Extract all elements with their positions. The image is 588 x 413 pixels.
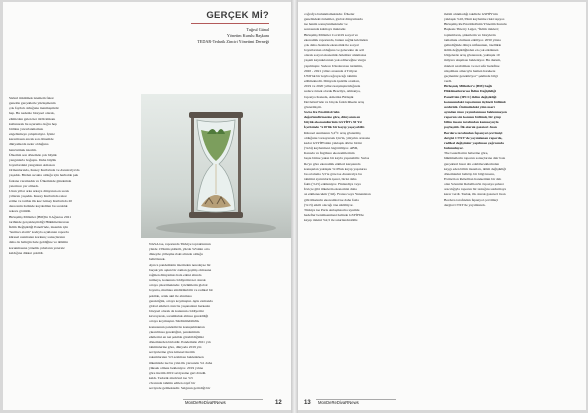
- text-line: belirtilerek.: [149, 257, 166, 262]
- text-line: bu ortalama 3,5'te göre ise Avustralya bu: [304, 171, 362, 176]
- text-line: rakamlarının %3 azalması beklenirken: [149, 355, 204, 360]
- text-line: Ormanlarında, Kuzey Kutbu'nda ve Avustralya'da: [9, 168, 80, 173]
- text-line: dönemlerden birisidir. Pandemide 2021 yılı: [149, 339, 211, 344]
- text-line: rekoru görüldü.: [9, 209, 32, 214]
- text-line: "kırmızı alarm" kodıyla açıklanan raporda: [9, 230, 69, 235]
- text-line: bölgelerde artış göstererek, yaklaşık 10: [444, 53, 500, 58]
- text-line: Devletleri'nde ve birçok farklı ülkede artış: [304, 99, 365, 104]
- text-line: Başkanı Thierry Léger, "İklim riskleri;: [444, 27, 499, 32]
- text-line: ortaya koymuştur. Sürdürülebilirlik: [149, 319, 200, 324]
- text-line: yangınlarla boğuştu. Daha büyük: [9, 157, 57, 162]
- text-line: dönemlerini belirtip bir bilgi insanı,: [444, 171, 495, 176]
- text-line: (%13) etkili olacağı öne sürülüyor.: [304, 202, 354, 207]
- text-line: kararmasın ancak son dönemde: [9, 137, 54, 142]
- text-line: dergisi CTXT'de yayımlanan raporda,: [444, 135, 503, 140]
- text-line: beşte birine yakın bir kaybı yaşanabilir. Swiss: [304, 156, 370, 161]
- text-line: İklim Değişikliği Paneli'nde, insanlık için: [9, 224, 69, 229]
- magazine-name: MonDeReDivaRNews: [318, 400, 359, 405]
- text-line: Swiss Re Enstitüsü'nün: [304, 109, 340, 114]
- title-underline: [191, 23, 269, 24]
- left-page: [3, 2, 291, 410]
- text-line: yüksek olması bekleniyor. 2019 yılına: [149, 365, 204, 370]
- text-line: Ayrıca pandeminin üzerinden neredeyse bir: [149, 262, 211, 267]
- text-line: göre üretim 2019 seviyesine geri döndü.: [149, 370, 207, 375]
- text-line: birlikte yuvarlanmamızı: [9, 126, 44, 131]
- left-column-2: [149, 242, 285, 392]
- page-number: 13: [304, 400, 311, 406]
- author-name: Tuğrul Günal: [246, 27, 269, 32]
- text-line: faklı (%15) etkileniyor. Finlandiya veya: [304, 182, 361, 187]
- text-line: sızdırıldı. Önümüzdeki yılın mart: [444, 104, 495, 109]
- text-line: Bordera tarafından İspanyol çevrimiçi: [444, 130, 503, 135]
- text-line: elimizden gelen her türlü imkanı: [9, 116, 56, 121]
- text-line: Bordera tarafından İspanyol çevrimiçi: [444, 197, 499, 202]
- text-line: gerçekleri hasır altı edebileceklerinden: [444, 161, 500, 166]
- text-line: gelindiğinde dünya nüfusunun, özellikle: [444, 42, 502, 47]
- author-role: Yönetim Kurulu Başkanı: [226, 33, 269, 38]
- text-line: hedefler benimsenmesi halinde GSYİH'de: [304, 213, 364, 218]
- text-line: boyutlardaki yangınları Amazon: [9, 163, 55, 168]
- text-line: Paneli'nin (IPCC) iklim değişikliği: [444, 94, 497, 99]
- text-line: Japonya Kanada, Amerika Birleşik: [304, 94, 354, 99]
- text-line: Kanada ve İngiltere ekonomilerinin: [304, 151, 355, 156]
- text-line: Birleşmiş Milletler Covid19 sosyal ve: [304, 32, 358, 37]
- text-line: boyutlarının olduğuna ve gelecekte de acil: [304, 48, 365, 53]
- text-line: kaygı eden bilim insanları, iklim değişikliği: [444, 166, 507, 171]
- text-line: kavrayarak, sorumluluk alması gerekliliği: [149, 314, 209, 319]
- right-column-1: [304, 12, 436, 223]
- text-line: engellemeye çalışmalıyız. İçiniz: [9, 132, 55, 137]
- text-line: (%24) kaybetmesi öngörülüyor. ABD,: [304, 146, 359, 151]
- text-line: erime ve tarihte ilk kez Güney Kutbu'nda 20: [9, 199, 72, 204]
- text-line: hükümetlerin raporun sonuçlarına dair bazı: [444, 156, 506, 161]
- hourglass-image: [141, 94, 291, 238]
- text-line: kayıp riskini %2,5 ile sınırlandırabilir.: [304, 218, 359, 223]
- text-line: bireysel olarak da konunun ciddiyetini: [149, 309, 204, 314]
- text-line: Birleşmiş Re Enstitüsü'nün Yönetim Kurulu: [444, 22, 507, 27]
- text-line: farkına varamadık ve Ülkemizde gündemde: [9, 178, 72, 183]
- text-line: ulaşılması amacıyla hemen harekete: [444, 68, 496, 73]
- text-line: yaklaşık %10,3'ünü kaybetme riski taşıyor.: [444, 17, 505, 22]
- text-line: ekonomik raporunda, bunun sağlık krizinden: [304, 37, 368, 42]
- text-line: The Guardian'ın haberine göre,: [444, 151, 489, 156]
- text-line: radikal değişimler yapılması çağrısında: [444, 140, 504, 145]
- text-line: tahmini ayrıntılarla işaret, birisi daha: [304, 177, 357, 181]
- text-line: ülkemizde ise bu yılın ilk yarısında %1 daha: [149, 360, 213, 365]
- text-line: gibi ülkelerin ekonomisi ise daha fazla: [304, 197, 359, 202]
- text-line: 2019 ve 2020 yılları karşılaştırıldığında: [304, 84, 361, 89]
- text-line: tarihinde gerçekleştirdiği Hükümetlerarası: [9, 219, 70, 224]
- text-line: çok daha ötesinde ekonomik ile sosyal: [304, 42, 359, 47]
- right-column-2: [444, 12, 578, 208]
- text-line: civarında tahmin edilen zayıf bir: [149, 381, 196, 386]
- text-line: kadar GSYİH'sinin yaklaşık dörtte birini: [304, 140, 362, 145]
- text-line: etkilerini en net şekilde görebildiğimiz: [149, 334, 204, 339]
- text-line: bulunuluyor.: [444, 146, 464, 151]
- text-line: yaşam kaynaklarının yok edileceğine vurgu: [304, 58, 366, 63]
- text-line: konuşulan yaklaşık %10'luk kayıp yaşanırsa: [304, 166, 367, 171]
- text-line: coğrafya bulunmamaktadır. Ülkeler: [304, 12, 355, 16]
- text-line: düzeyde çölleşme riski altında olduğu: [149, 252, 203, 257]
- text-line: çok faydalı olduğuna inanmışımdır: [9, 106, 59, 111]
- text-line: şekilde, ortak akıl ile alınması: [149, 293, 192, 298]
- text-line: tahminlerine göre, dünyada 2019 yılı: [149, 345, 202, 350]
- text-line: buçuk yılı aşkın bir zaman geçmiş olmasına: [149, 267, 212, 272]
- text-line: Türkiye ise Paris Anlaşması'na uyumlu: [304, 207, 360, 212]
- text-line: paylaşıldı. İlk olarak gazeteci Juan: [444, 125, 497, 130]
- text-line: derecenin üstünde kaydedilen bu sıcaklık: [9, 204, 68, 209]
- text-line: yüzde 13'ünün şiddetli, yüzde 52'sinin orta: [149, 247, 210, 252]
- right-page: [298, 2, 586, 410]
- text-line: seviyelerine göre küresel üretim: [149, 350, 195, 355]
- text-line: toplumların, şirketlerin ve bireylerin: [444, 32, 496, 37]
- text-line: yapılmıştır. Sadece Uluslararası turizmin,: [304, 63, 363, 68]
- text-line: hatırlatmak isterim.: [9, 147, 37, 152]
- text-line: olan Scientist Rebellion'in Japonya şubesi: [444, 182, 504, 187]
- magazine-name: MonDeReDivaRNews: [185, 400, 226, 405]
- text-line: İçerisinde %18'lik bir kayıp yaşayabilir.: [304, 125, 365, 130]
- text-line: bilim insanı tarafından kamuoyuyla: [444, 120, 499, 125]
- text-line: USD'lık bir kayba uğrayacağı tahmin: [304, 73, 357, 78]
- text-line: ortaya çıkartmaktadır. Çözümlerin global: [149, 283, 208, 288]
- text-line: 2020 - 2021 yılları arasında 4 Trilyon: [304, 68, 358, 73]
- text-line: yeterince yer almadı.: [9, 183, 39, 188]
- text-line: çıkarılması gerektiğini, pandeminin: [149, 329, 200, 334]
- text-line: tutmaya, konunun ciddiyetini net olarak: [149, 278, 206, 283]
- text-line: iklim değişikliğinden en çok etkilenen: [444, 48, 499, 53]
- text-line: seviyede gelmektedir. Salgının getirdiği bir: [149, 386, 211, 391]
- text-line: değerlendirmesine göre, dünyanın en: [304, 115, 361, 120]
- text-line: korunmasına yönelik çabaların yetersiz: [9, 245, 65, 250]
- article-title: GERÇEK Mİ?: [206, 10, 269, 21]
- text-line: Ülkemiz son dönemde çok büyük: [9, 152, 57, 157]
- text-line: kullanarak bu uçuruma doğru hep: [9, 121, 57, 126]
- text-line: boyutta, mutlaka sürdürülebilir ve radikal bir: [149, 288, 213, 293]
- text-line: Extinction Rebellion hareketinin bir dalı: [444, 177, 502, 181]
- text-line: milyara ulaşması bekleniyor. Bu durum,: [444, 58, 501, 63]
- text-line: sonrasında kalmaya maktadır.: [304, 27, 347, 32]
- text-line: iletim alınmadığı takdirde GSHİY'nin: [444, 12, 498, 16]
- text-line: dergisi CTXT'de yayımlandı.: [444, 202, 486, 207]
- text-line: büyük ekonomilerinin GSYİH'ı 30 Yıl: [304, 120, 362, 125]
- text-line: Birleşmiş Milletler'e (BM) bağlı: [444, 84, 493, 89]
- text-line: yaşadık. Birden sıcakta olduğu için herhalde pek: [9, 173, 79, 178]
- author-org: TEDAR-Tedarik Zinciri Yönetimi Derneği: [197, 39, 269, 44]
- text-line: Birleşmiş Milletler (BM)'in 9 Ağustos 2021: [9, 214, 72, 219]
- page-number: 12: [275, 400, 282, 406]
- text-line: dünyamızda neler olduğuna: [9, 142, 49, 147]
- text-line: hep. Bu nedenle bireysel olarak,: [9, 111, 55, 116]
- text-line: genelindeki önlemler, global dünyamızda: [304, 17, 363, 22]
- text-line: konusunun pandemi ile konuşulmaktan: [149, 324, 205, 329]
- text-line: sadece örnek olarak Brezilya, Almanya,: [304, 89, 361, 94]
- text-line: İsviçre gibi ülkelerin ekonomisi daha: [304, 187, 357, 192]
- text-line: aracılığıyla raporun bir taslağını sızdırmaya: [444, 187, 507, 192]
- text-line: geçmemiz gerektiriyor" şeklinde bilgi: [444, 73, 498, 78]
- text-line: riskleri azaltılması ve net sıfır hedefine: [444, 63, 500, 68]
- text-line: Re'ye göre ekonomik etkileri karşısında: [304, 161, 361, 166]
- page-gutter: [291, 0, 298, 413]
- text-line: Küresel ısınmanın 3,2°C artış göstermiş: [304, 130, 361, 135]
- text-line: yıllarını yaşadık. Kuzey Kutbu'nda rekor: [9, 193, 67, 198]
- text-line: raporun söz konusu bölümü, bir grup: [444, 115, 502, 120]
- text-line: karar verdi. Taslak, ilk olarak gazeteci Juan: [444, 192, 506, 197]
- text-line: gerektiğini, ortaya koymuştur. Aynı zamanda: [149, 298, 213, 303]
- text-line: Uzun yıllar arka arkaya dünyanın en sıcak: [9, 188, 69, 193]
- text-line: ayından önce yayımlanması beklenmeyen: [444, 109, 507, 114]
- hourglass-icon: [141, 94, 291, 238]
- text-line: az etkilenecektir (%6). Fransa veya Yunanistan: [304, 192, 371, 197]
- text-line: genelde gerçeklerle yüzleşmenin: [9, 101, 56, 106]
- text-line: ise henüz sonuçlanmaktadır ve: [304, 22, 348, 27]
- text-line: verdi.: [444, 79, 453, 84]
- text-line: daha da belirgin hale geldiğine ve iklimin: [9, 240, 69, 245]
- text-line: NASA ise, raporunda Türkiye topraklarının: [149, 242, 211, 246]
- text-line: kaldığına dikkat çekildi.: [9, 250, 44, 255]
- text-line: göstermiştir.: [304, 104, 322, 109]
- left-column-1: [9, 96, 131, 256]
- text-line: tamamını olumsuz etkiliyor. 2050 yılına: [444, 37, 501, 42]
- text-line: konusundaki raporunun üçüncü bölümü: [444, 99, 506, 104]
- text-line: olduğunu varsayarsak Çin'in, yüzyılın ortasına: [304, 135, 370, 140]
- text-line: Hükümetlerarası İklim Değişikliği: [444, 89, 497, 94]
- text-line: edilmektedir. Dünyada işsizlik oranları,: [304, 79, 361, 84]
- text-line: küresel ısınmanın korkunç sonuçlarının: [9, 235, 66, 240]
- text-line: Sizleri ürkütmek istemem fakat: [9, 96, 54, 100]
- text-line: kaldı. Tedarik zincirleri ise %3: [149, 376, 193, 381]
- text-line: rağmen dünyamızı hala etkisi altında: [149, 272, 202, 277]
- text-line: olarak sosyal ekonomik önlemler alınmazsa: [304, 53, 367, 58]
- text-line: global etkileri olan bu yaşananları herkesin: [149, 303, 211, 308]
